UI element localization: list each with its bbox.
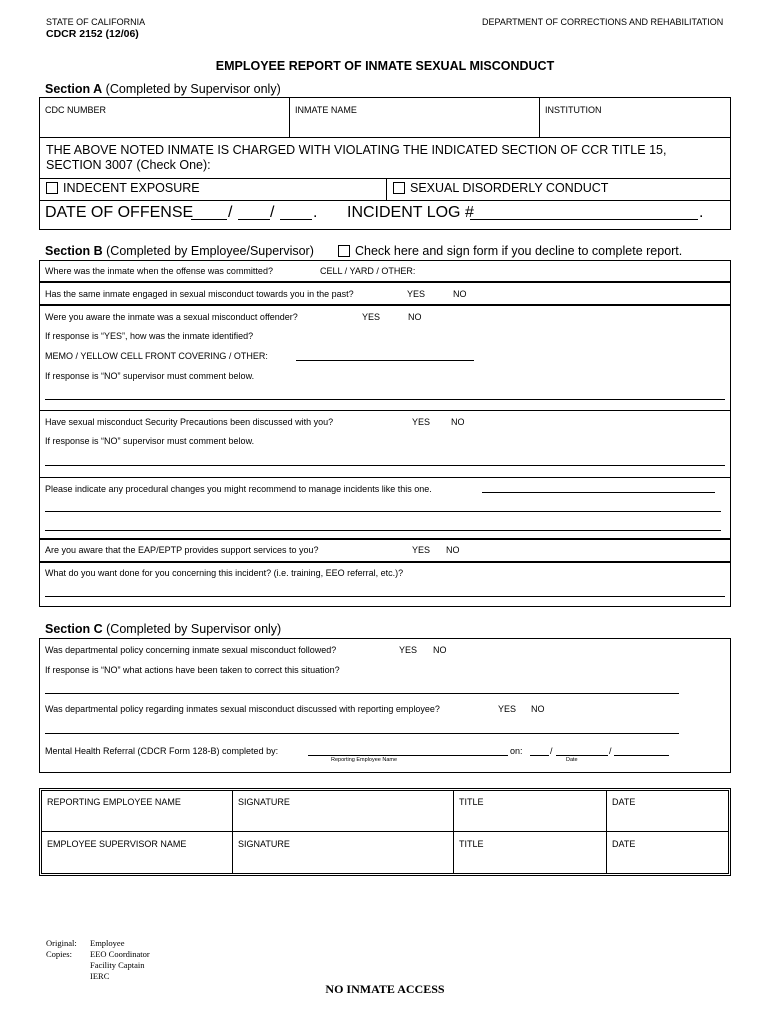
q3-text: Were you aware the inmate was a sexual misconduct offender?	[45, 312, 298, 322]
incident-log-label: INCIDENT LOG #	[347, 204, 474, 221]
q6-yes-option[interactable]: YES	[412, 545, 431, 555]
c-q1-no-option[interactable]: NO	[433, 645, 447, 655]
q2-text: Has the same inmate engaged in sexual misconduct towards you in the past?	[45, 289, 354, 299]
referral-slash: /	[550, 746, 553, 756]
c-q3-on-label: on:	[510, 746, 523, 756]
form-title: EMPLOYEE REPORT OF INMATE SEXUAL MISCONDUCT	[215, 59, 555, 73]
section-c-note: (Completed by Supervisor only)	[106, 622, 282, 636]
distribution-labels	[46, 938, 77, 960]
referral-slash: /	[609, 746, 612, 756]
state-label: STATE OF CALIFORNIA	[46, 17, 146, 27]
supervisor-date-label: DATE	[612, 839, 636, 849]
c-q2-text: Was departmental policy regarding inmates sexual misconduct discussed with reporting employee?	[45, 704, 440, 714]
divider	[39, 178, 731, 179]
q6-no-option[interactable]: NO	[446, 545, 460, 555]
q3-options: MEMO / YELLOW CELL FRONT COVERING / OTHER:	[45, 351, 268, 361]
q5-text: Please indicate any procedural changes you might recommend to manage incidents like this one.	[45, 484, 432, 494]
q4-no-followup: If response is “NO” supervisor must comment below.	[45, 436, 255, 446]
supervisor-title-field[interactable]	[454, 851, 605, 873]
q4-text: Have sexual misconduct Security Precautions been discussed with you?	[45, 417, 334, 427]
referral-year-field[interactable]	[614, 755, 669, 756]
reporting-employee-name-field[interactable]	[308, 755, 508, 756]
q4-yes-option[interactable]: YES	[412, 417, 431, 427]
section-b-note: (Completed by Employee/Supervisor)	[106, 244, 314, 258]
q6-text: Are you aware that the EAP/EPTP provides support services to you?	[45, 545, 319, 555]
department-label: DEPARTMENT OF CORRECTIONS AND REHABILITATION	[482, 17, 724, 27]
supervisor-signature-label: SIGNATURE	[238, 839, 290, 849]
date-slash: /	[228, 204, 233, 221]
supervisor-name-label: EMPLOYEE SUPERVISOR NAME	[47, 839, 187, 849]
distribution-list	[90, 938, 150, 982]
referral-month-field[interactable]	[530, 755, 549, 756]
q3-other-field[interactable]	[296, 360, 474, 361]
date-period: .	[313, 204, 318, 221]
c-q1-text: Was departmental policy concerning inmate sexual misconduct followed?	[45, 645, 337, 655]
offense-day-field[interactable]	[238, 219, 270, 220]
inmate-name-label: INMATE NAME	[295, 105, 357, 115]
section-c-label: Section C	[45, 622, 103, 636]
section-a-heading	[45, 82, 281, 96]
cdc-number-label: CDC NUMBER	[45, 105, 107, 115]
supervisor-date-field[interactable]	[607, 851, 728, 873]
sexual-disorderly-checkbox[interactable]	[393, 182, 405, 194]
original-label: Original:	[46, 938, 77, 948]
c-q1-no-followup: If response is “NO” what actions have been taken to correct this situation?	[45, 665, 340, 675]
date-of-offense-label: DATE OF OFFENSE	[45, 204, 194, 221]
divider	[386, 178, 387, 200]
form-number: CDCR 2152 (12/06)	[46, 28, 139, 40]
original-recipient: Employee	[90, 938, 125, 948]
q1-text: Where was the inmate when the offense was committed?	[45, 266, 273, 276]
divider	[39, 200, 731, 201]
q3-yes-followup: If response is “YES”, how was the inmate identified?	[45, 331, 254, 341]
q1-options[interactable]: CELL / YARD / OTHER:	[320, 266, 416, 276]
copies-label: Copies:	[46, 949, 72, 959]
sexual-disorderly-label: SEXUAL DISORDERLY CONDUCT	[410, 181, 609, 195]
decline-text: Check here and sign form if you decline to complete report.	[355, 244, 683, 258]
q7-text: What do you want done for you concerning this incident? (i.e. training, EEO referral, etc.)?	[45, 568, 404, 578]
offense-month-field[interactable]	[191, 219, 227, 220]
copy-recipient: IERC	[90, 971, 110, 981]
reporting-signature-label: SIGNATURE	[238, 797, 290, 807]
reporting-employee-name-label: REPORTING EMPLOYEE NAME	[47, 797, 181, 807]
section-c-heading	[45, 622, 281, 636]
reporting-date-field[interactable]	[607, 809, 728, 830]
q5-field-line3[interactable]	[45, 530, 721, 531]
q2-no-option[interactable]: NO	[453, 289, 467, 299]
copy-recipient: Facility Captain	[90, 960, 145, 970]
q5-field-line2[interactable]	[45, 511, 721, 512]
copy-recipient: EEO Coordinator	[90, 949, 150, 959]
reporting-title-label: TITLE	[459, 797, 484, 807]
q3-comment-field[interactable]	[45, 399, 725, 400]
institution-field[interactable]	[540, 114, 729, 136]
reporting-employee-name-caption: Reporting Employee Name	[331, 757, 398, 763]
section-b-label: Section B	[45, 244, 103, 258]
supervisor-name-field[interactable]	[42, 851, 231, 873]
charge-text: THE ABOVE NOTED INMATE IS CHARGED WITH VIOLATING THE INDICATED SECTION OF CCR TITLE 15, SECTION 3007 (Check One):	[46, 143, 667, 172]
c-q2-no-option[interactable]: NO	[531, 704, 545, 714]
reporting-date-label: DATE	[612, 797, 636, 807]
section-a-label: Section A	[45, 82, 103, 96]
incident-log-period: .	[699, 204, 704, 221]
c-q2-field[interactable]	[45, 733, 679, 734]
cdc-number-field[interactable]	[40, 114, 288, 136]
reporting-signature-field[interactable]	[233, 809, 452, 830]
date-caption: Date	[566, 757, 578, 763]
q3-yes-option[interactable]: YES	[362, 312, 381, 322]
decline-checkbox[interactable]	[338, 245, 350, 257]
c-q1-actions-field[interactable]	[45, 693, 679, 694]
q7-field[interactable]	[45, 596, 725, 597]
q3-no-followup: If response is “NO” supervisor must comment below.	[45, 371, 255, 381]
c-q2-yes-option[interactable]: YES	[498, 704, 517, 714]
date-slash: /	[270, 204, 275, 221]
reporting-title-field[interactable]	[454, 809, 605, 830]
c-q3-text: Mental Health Referral (CDCR Form 128-B) completed by:	[45, 746, 279, 756]
section-a-note: (Completed by Supervisor only)	[105, 82, 281, 96]
q4-no-option[interactable]: NO	[451, 417, 465, 427]
q5-field-line1[interactable]	[482, 492, 715, 493]
supervisor-signature-field[interactable]	[233, 851, 452, 873]
indecent-exposure-label: INDECENT EXPOSURE	[63, 181, 200, 195]
offense-year-field[interactable]	[280, 219, 312, 220]
inmate-name-field[interactable]	[290, 114, 538, 136]
referral-day-field[interactable]	[556, 755, 608, 756]
divider	[41, 831, 729, 832]
q2-yes-option[interactable]: YES	[407, 289, 426, 299]
incident-log-field[interactable]	[470, 219, 698, 220]
footer-no-inmate-access: NO INMATE ACCESS	[325, 982, 445, 996]
section-b-heading	[45, 244, 314, 258]
q3-no-option[interactable]: NO	[408, 312, 422, 322]
reporting-employee-name-field[interactable]	[42, 809, 231, 830]
supervisor-title-label: TITLE	[459, 839, 484, 849]
c-q1-yes-option[interactable]: YES	[399, 645, 418, 655]
institution-label: INSTITUTION	[545, 105, 602, 115]
q4-comment-field[interactable]	[45, 465, 725, 466]
indecent-exposure-checkbox[interactable]	[46, 182, 58, 194]
